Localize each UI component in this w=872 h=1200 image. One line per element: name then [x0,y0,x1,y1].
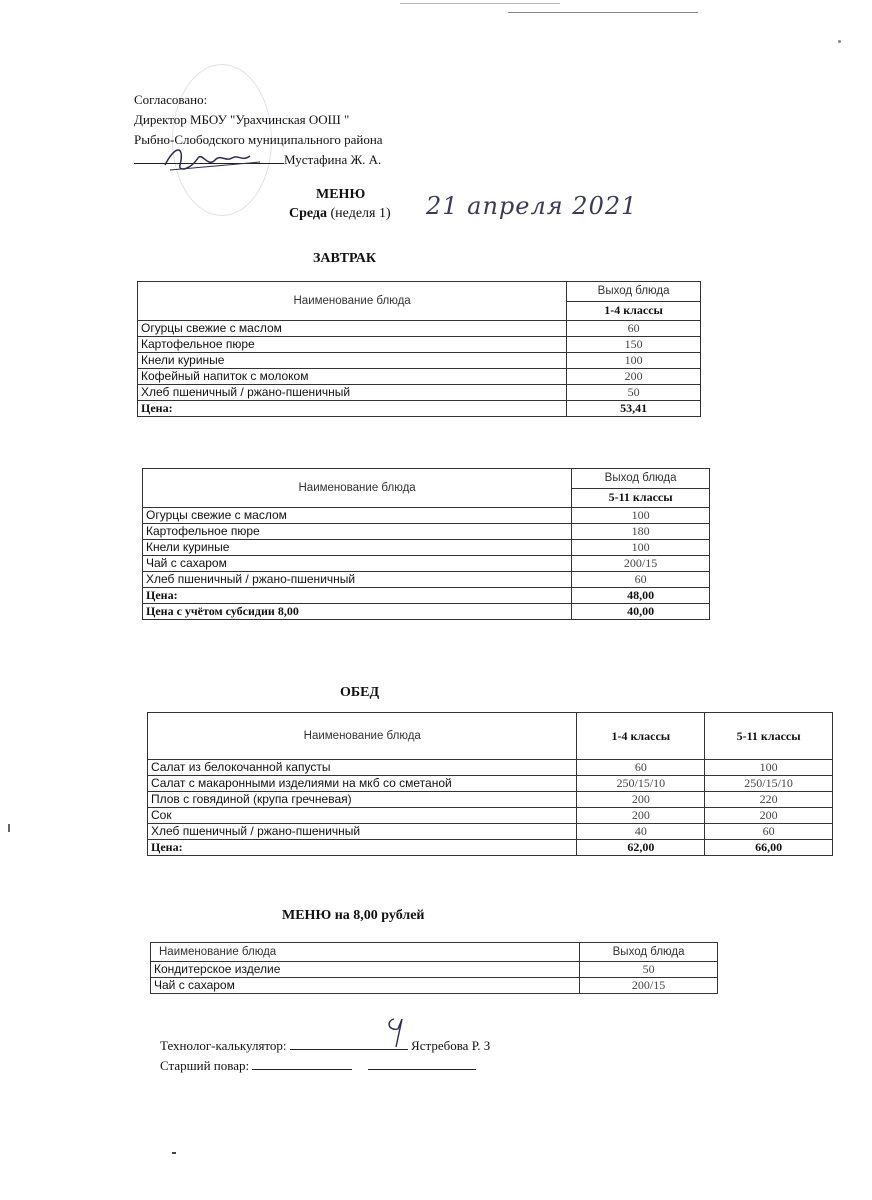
menu-subtitle [289,206,391,222]
approval-line: Согласовано: [134,92,208,107]
table-header-row [138,282,701,302]
dish-name: Огурцы свежие с маслом [143,508,572,524]
price-row [143,588,710,604]
scan-speck [838,40,841,43]
menu-day: Среда [289,206,328,221]
col-yield-header: Выход блюда [572,469,710,489]
scan-line [400,3,560,4]
approval-line: Директор МБОУ "Урахчинская ООШ " [134,112,350,127]
lunch-table [147,712,833,856]
breakfast-title: ЗАВТРАК [313,251,377,266]
handwritten-date: 21 апреля 2021 [426,192,638,220]
dish-yield-a: 40 [577,824,705,840]
subsidy-row [143,604,710,620]
table-row [143,524,710,540]
price-value-a: 62,00 [577,840,705,856]
approval-line: Рыбно-Слободского муниципального района [134,132,383,147]
dish-name: Чай с сахаром [151,978,580,994]
dish-yield-b: 100 [705,760,833,776]
dish-name: Хлеб пшеничный / ржано-пшеничный [138,385,567,401]
col-name-header: Наименование блюда [138,282,567,321]
footer-chef [160,1056,476,1076]
col-name-header: Наименование блюда [143,469,572,508]
table-row [138,385,701,401]
col-yield-header: Выход блюда [580,943,718,962]
dish-yield: 200/15 [580,978,718,994]
table-row [148,760,833,776]
table-row [143,572,710,588]
price-row [138,401,701,417]
scan-speck [8,824,10,832]
director-signature [160,140,270,180]
breakfast-table-2 [142,468,710,620]
dish-name: Кофейный напиток с молоком [138,369,567,385]
table-header-row [143,469,710,489]
table-header-row [148,713,833,760]
price-value: 48,00 [572,588,710,604]
price-row [148,840,833,856]
dish-yield-a: 200 [577,792,705,808]
menu8-title: МЕНЮ на 8,00 рублей [282,908,425,923]
table-row [151,962,718,978]
chef-signature-line-1 [252,1057,352,1070]
chef-signature-line-2 [368,1057,476,1070]
dish-yield: 180 [572,524,710,540]
col-class-header: 5-11 классы [572,488,710,508]
subsidy-price: 40,00 [572,604,710,620]
dish-name: Хлеб пшеничный / ржано-пшеничный [148,824,577,840]
dish-yield-a: 200 [577,808,705,824]
table-row [148,792,833,808]
technologist-label: Технолог-калькулятор: [160,1038,287,1053]
menu-week: (неделя 1) [330,206,391,221]
technologist-name: Ястребова Р. З [411,1038,491,1053]
table-row [143,556,710,572]
col-name-header: Наименование блюда [148,713,577,760]
col-a-header: 1-4 классы [577,713,705,760]
table-row [143,540,710,556]
table-row [148,808,833,824]
col-class-header: 1-4 классы [567,301,701,321]
dish-name: Салат с макаронными изделиями на мкб со сметаной [148,776,577,792]
price-label: Цена: [138,401,567,417]
breakfast-table-1 [137,281,701,417]
dish-yield: 150 [567,337,701,353]
subsidy-label: Цена с учётом субсидии 8,00 [143,604,572,620]
table-row [138,337,701,353]
dish-yield: 60 [567,321,701,337]
chef-label: Старший повар: [160,1058,250,1073]
dish-name: Кондитерское изделие [151,962,580,978]
dish-yield: 50 [580,962,718,978]
dish-name: Хлеб пшеничный / ржано-пшеничный [143,572,572,588]
dish-yield-a: 250/15/10 [577,776,705,792]
dish-yield-b: 200 [705,808,833,824]
table-row [148,824,833,840]
technologist-signature [380,1015,420,1051]
dish-name: Картофельное пюре [143,524,572,540]
table-row [143,508,710,524]
dish-yield: 100 [572,508,710,524]
dish-yield: 100 [567,353,701,369]
dish-yield: 100 [572,540,710,556]
dish-yield-b: 220 [705,792,833,808]
table-header-row [151,943,718,962]
dish-name: Кнели куриные [143,540,572,556]
col-yield-header: Выход блюда [567,282,701,302]
table-row [138,353,701,369]
price-label: Цена: [143,588,572,604]
dish-yield: 60 [572,572,710,588]
col-b-header: 5-11 классы [705,713,833,760]
table-row [151,978,718,994]
price-label: Цена: [148,840,577,856]
director-name: Мустафина Ж. А. [284,152,382,167]
table-row [148,776,833,792]
dish-name: Плов с говядиной (крупа гречневая) [148,792,577,808]
dish-name: Картофельное пюре [138,337,567,353]
scan-speck [172,1152,176,1154]
scan-line [508,12,698,13]
menu8-table [150,942,718,994]
dish-yield-b: 250/15/10 [705,776,833,792]
dish-name: Чай с сахаром [143,556,572,572]
dish-name: Кнели куриные [138,353,567,369]
col-name-header: Наименование блюда [151,943,580,962]
dish-name: Огурцы свежие с маслом [138,321,567,337]
dish-yield: 200 [567,369,701,385]
footer-technologist [160,1036,490,1056]
price-value: 53,41 [567,401,701,417]
price-value-b: 66,00 [705,840,833,856]
menu-title: МЕНЮ [316,187,366,202]
dish-yield-b: 60 [705,824,833,840]
dish-yield-a: 60 [577,760,705,776]
lunch-title: ОБЕД [340,685,380,700]
dish-yield: 50 [567,385,701,401]
dish-name: Сок [148,808,577,824]
dish-yield: 200/15 [572,556,710,572]
table-row [138,321,701,337]
table-row [138,369,701,385]
dish-name: Салат из белокочанной капусты [148,760,577,776]
